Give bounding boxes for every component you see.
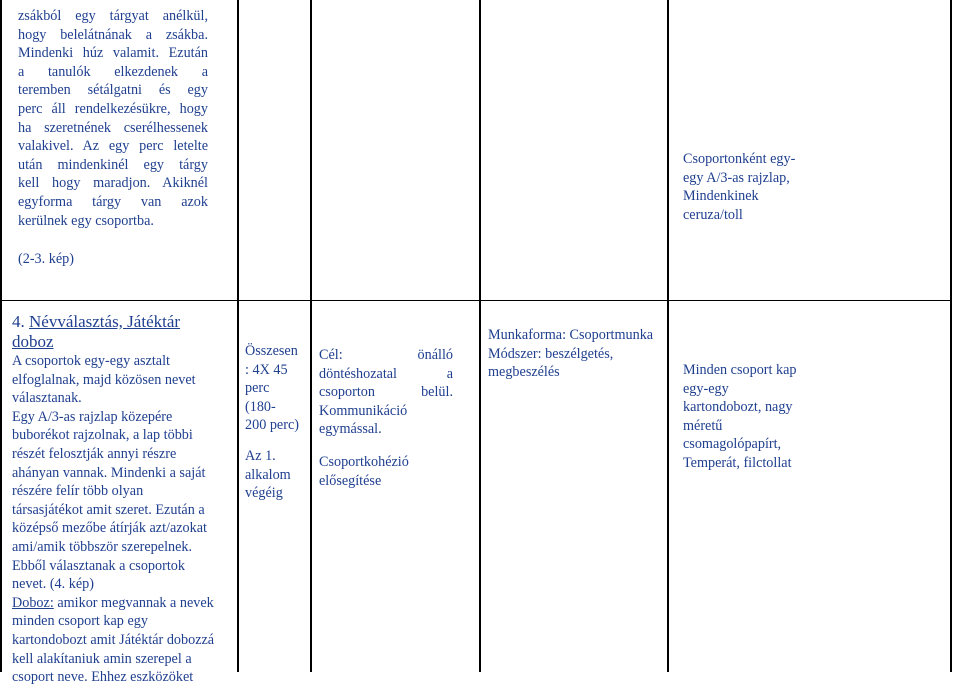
text-line: Csoportonként egy- — [683, 151, 796, 167]
table-border-left — [0, 0, 2, 672]
text-line: Minden csoport kap — [683, 362, 797, 378]
text-line: (180- — [245, 398, 276, 415]
activity-number: 4. — [12, 312, 25, 331]
text-line: : 4X 45 — [245, 361, 288, 378]
table-column-divider-3 — [479, 0, 481, 672]
text-line: valakivel. Az egy perc letelte — [18, 138, 208, 155]
text-line: méretű — [683, 417, 723, 434]
text-line: Csoportkohézió — [319, 453, 409, 470]
text-line: hogy belelátnának a zsákba. — [18, 26, 208, 43]
text-line: középső mezőbe átírják azt/azokat — [12, 520, 207, 537]
table-column-divider-2 — [310, 0, 312, 672]
text-line: kell alakítaniuk amin szerepel a — [12, 650, 192, 667]
text-line: részét felosztják annyi részre — [12, 445, 177, 462]
text-line: A csoportok egy-egy asztalt — [12, 353, 170, 369]
text-line: részére felír több olyan — [12, 483, 144, 500]
text-line: Temperát, filctollat — [683, 454, 792, 471]
text-line: elfoglalnak, majd közösen nevet — [12, 371, 196, 388]
text-line: kerülnek egy csoportba. — [18, 212, 154, 229]
text-line: ha szeretnének cserélhessenek — [18, 119, 208, 136]
box-label: Doboz: — [12, 594, 54, 611]
text-line: egy-egy — [683, 380, 729, 397]
bottom-materials-cell — [683, 361, 883, 473]
text-line: Módszer: beszélgetés, — [488, 345, 614, 362]
time-cell — [245, 342, 307, 503]
text-line: elősegítése — [319, 472, 382, 489]
text-line: Ebből választanak a csoportok — [12, 557, 185, 574]
text-line: nevet. (4. kép) — [12, 576, 94, 593]
text-line: minden csoport kap egy — [12, 613, 148, 630]
text-line: döntéshozatal a — [319, 365, 453, 382]
text-line: ahányan vannak. Mindenki a saját — [12, 464, 206, 481]
activity-title — [12, 312, 234, 332]
bottom-activity-cell — [12, 312, 234, 687]
text-line: után mindenkinél egy tárgy — [18, 156, 208, 173]
text-line: Munkaforma: Csoportmunka — [488, 327, 654, 343]
text-line: Összesen — [245, 343, 298, 359]
top-materials-cell — [683, 150, 883, 224]
text-line: Egy A/3-as rajzlap közepére — [12, 408, 173, 425]
text-line: társasjátékot amit szeret. Ezután a — [12, 501, 205, 518]
text-line: perc áll rendelkezésükre, hogy — [18, 100, 208, 117]
table-border-right — [950, 0, 952, 672]
text-line: Az 1. — [245, 447, 276, 464]
text-line: csomagolópapírt, — [683, 436, 782, 453]
text-line: a tanulók elkezdenek a — [18, 63, 208, 80]
text-line: Mindenkinek — [683, 188, 759, 205]
activity-title-continued: doboz — [12, 332, 54, 351]
text-line: ceruza/toll — [683, 206, 743, 223]
text-line: Kommunikáció — [319, 402, 408, 419]
table-column-divider-1 — [237, 0, 239, 672]
text-line: kell hogy maradjon. Akiknél — [18, 175, 208, 192]
method-cell — [488, 326, 664, 382]
text-line: kartondobozt, nagy — [683, 399, 793, 416]
box-line — [12, 594, 234, 613]
text-line: teremben sétálgatni és egy — [18, 82, 208, 99]
text-line: egyforma tárgy van azok — [18, 193, 208, 210]
text-line: választanak. — [12, 390, 82, 407]
text-line: kartondobozt amit Játéktár dobozzá — [12, 631, 215, 648]
table-column-divider-4 — [667, 0, 669, 672]
text-line: egy A/3-as rajzlap, — [683, 169, 790, 186]
box-text: amikor megvannak a nevek — [53, 594, 214, 611]
text-line: megbeszélés — [488, 364, 560, 381]
image-reference: (2-3. kép) — [18, 251, 74, 267]
text-line: buborékot rajzolnak, a lap többi — [12, 427, 193, 444]
text-line: zsákból egy tárgyat anélkül, — [18, 8, 208, 24]
table-row-divider — [0, 300, 952, 301]
text-line: Cél: önálló — [319, 347, 453, 363]
text-line: csoporton belül. — [319, 384, 453, 401]
text-line: 200 perc) — [245, 417, 299, 434]
text-line: alkalom — [245, 466, 291, 483]
activity-title-text: Névválasztás, Játéktár — [29, 312, 181, 331]
text-line: csoport neve. Ehhez eszközöket — [12, 669, 194, 686]
text-line: egymással. — [319, 421, 382, 438]
text-line: perc — [245, 380, 270, 397]
goal-cell — [319, 346, 453, 490]
top-activity-cell — [18, 7, 208, 230]
text-line: ami/amik többször szerepelnek. — [12, 538, 193, 555]
text-line: Mindenki húz valamit. Ezután — [18, 45, 208, 62]
text-line: végéig — [245, 485, 283, 502]
